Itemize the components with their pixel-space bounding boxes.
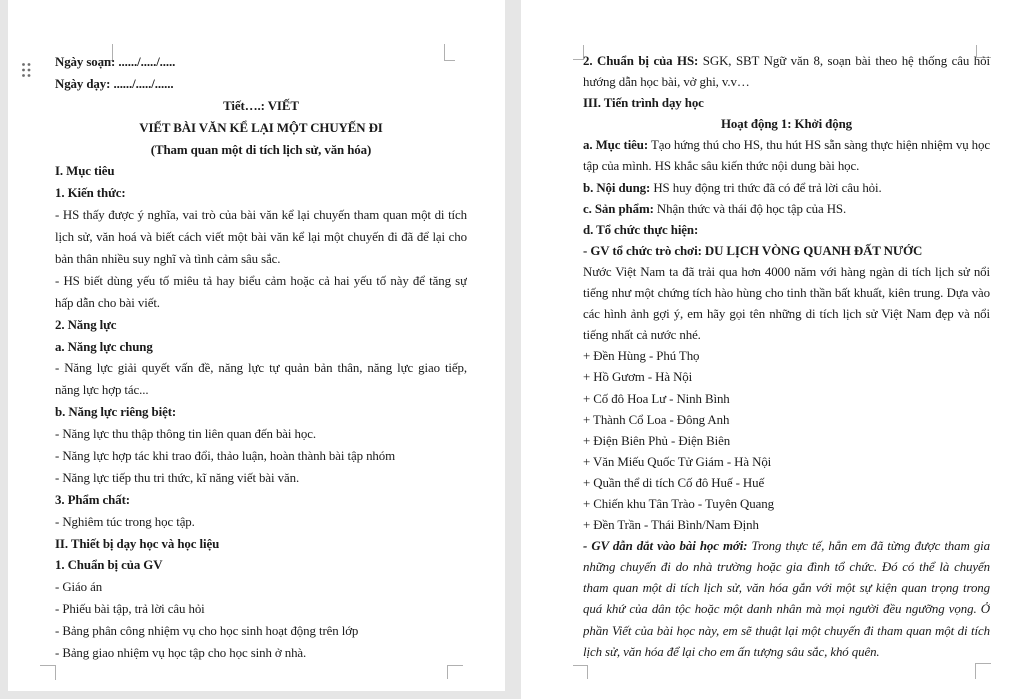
text-line: III. Tiến trình dạy học: [583, 96, 704, 111]
text-line: - HS biết dùng yếu tố miêu tả hay biểu cảm hoặc cả hai yếu tố này để tăng sự: [55, 273, 467, 288]
text-line: - Năng lực giải quyết vấn đề, năng lực tự quản bản thân, năng lực giao tiếp,: [55, 361, 467, 376]
text-line: - Bảng phân công nhiệm vụ cho học sinh hoạt động trên lớp: [55, 624, 359, 639]
text-line: + Chiến khu Tân Trào - Tuyên Quang: [583, 496, 774, 511]
text-line: + Đền Hùng - Phú Thọ: [583, 349, 700, 364]
text-line: - Giáo án: [55, 580, 103, 595]
text-line: - GV tổ chức trò chơi: DU LỊCH VÒNG QUANH ĐẤT NƯỚC: [583, 243, 923, 258]
text-line: bản thân nhiều suy nghĩ và tình cảm sâu sắc.: [55, 252, 281, 267]
text-line: + Hồ Gươm - Hà Nội: [583, 370, 693, 385]
text-line: những chuyến đi do nhà trường hoặc gia đình tổ chức. Đó có thể là chuyến: [583, 560, 990, 575]
text-line: II. Thiết bị dạy học và học liệu: [55, 536, 220, 551]
text-line: c. Sản phẩm: Nhận thức và thái độ học tập của HS.: [583, 201, 847, 216]
text-line: - Năng lực hợp tác khi trao đổi, thảo luận, hoàn thành bài tập nhóm: [55, 449, 396, 464]
text-line: tiếng nhất cả nước nhé.: [583, 328, 701, 343]
text-line: 2. Chuẩn bị của HS: SGK, SBT Ngữ văn 8, soạn bài theo hệ thống câu hỏi: [583, 54, 990, 68]
crop-mark-bottom-right: [975, 663, 991, 679]
text-line: - Năng lực tiếp thu tri thức, kĩ năng viết bài văn.: [55, 470, 300, 485]
text-line: - HS thấy được ý nghĩa, vai trò của bài văn kể lại chuyến tham quan một di tích: [55, 208, 467, 223]
text-line: 3. Phẩm chất:: [55, 492, 130, 507]
text-line: phần Viết của bài học này, em sẽ thuật lại một chuyến đi tham quan một di tích: [583, 623, 990, 638]
text-line: tập của mình. HS khắc sâu kiến thức nội dung bài học.: [583, 159, 860, 174]
crop-mark-bottom-left: [573, 665, 588, 679]
page-2-text-area[interactable]: [521, 0, 1030, 663]
text-line: a. Năng lực chung: [55, 339, 153, 354]
text-line: 1. Chuẩn bị của GV: [55, 558, 163, 573]
text-line: + Văn Miếu Quốc Tử Giám - Hà Nội: [583, 454, 772, 469]
text-line: - GV dẫn dắt vào bài học mới: Trong thực tế, hẳn em đã từng được tham gia: [583, 539, 990, 554]
text-line: lịch sử, văn hoá và biết cách viết một bài văn kể lại một chuyến đi đã để lại cho: [55, 230, 467, 245]
text-line: Hoạt động 1: Khởi động: [720, 117, 852, 132]
text-line: quá khứ của dân tộc hoặc một danh nhân mà mọi người đều ngưỡng vọng. Ở: [583, 602, 990, 617]
text-line: năng lực hợp tác...: [55, 383, 149, 398]
text-line: (Tham quan một di tích lịch sử, văn hóa): [150, 142, 372, 157]
crop-mark-bottom-left: [40, 665, 56, 680]
text-line: các hình ảnh gợi ý, em hãy gọi tên những di tích lịch sử Việt Nam đẹp và nổi: [583, 307, 990, 322]
drag-handle-icon[interactable]: [21, 62, 32, 78]
text-line: I. Mục tiêu: [55, 164, 115, 179]
text-line: tham quan một di tích lịch sử, văn hóa gắn với một sự kiện quan trọng trong: [583, 581, 990, 596]
text-line: tiếng như một chứng tích hào hùng cho tinh thần bất khuất, kiên trung. Dựa vào: [583, 286, 990, 301]
text-line: hấp dẫn cho bài viết.: [55, 295, 160, 310]
text-line: + Thành Cổ Loa - Đông Anh: [583, 412, 730, 427]
text-line: b. Năng lực riêng biệt:: [55, 405, 177, 420]
page-2: [521, 0, 1030, 699]
text-line: - Năng lực thu thập thông tin liên quan đến bài học.: [55, 427, 316, 442]
text-line: 2. Năng lực: [55, 317, 117, 332]
text-line: - Phiếu bài tập, trả lời câu hỏi: [55, 602, 205, 617]
text-line: a. Mục tiêu: Tạo hứng thú cho HS, thu hút HS sẵn sàng thực hiện nhiệm vụ học: [583, 138, 990, 153]
text-line: 1. Kiến thức:: [55, 186, 126, 201]
crop-mark-bottom-right: [447, 665, 463, 679]
text-line: b. Nội dung: HS huy động tri thức đã có để trả lời câu hỏi.: [583, 180, 882, 195]
text-line: + Cố đô Hoa Lư - Ninh Bình: [583, 391, 730, 406]
text-line: + Điện Biên Phủ - Điện Biên: [583, 433, 731, 448]
text-line: - Nghiêm túc trong học tập.: [55, 514, 195, 529]
text-line: - Bảng giao nhiệm vụ học tập cho học sinh ở nhà.: [55, 646, 307, 661]
text-line: + Đền Trần - Thái Bình/Nam Định: [583, 518, 759, 533]
page-1: [8, 0, 505, 691]
text-line: VIẾT BÀI VĂN KỂ LẠI MỘT CHUYẾN ĐI: [139, 120, 383, 135]
text-line: lịch sử, văn hóa để lại cho em ấn tượng sâu sắc, khó quên.: [583, 644, 880, 659]
text-line: Ngày soạn: ....../...../.....: [55, 55, 176, 69]
text-line: Ngày dạy: ....../...../......: [55, 76, 174, 91]
text-line: hướng dẫn học bài, vở ghi, v.v…: [583, 75, 750, 90]
text-line: Nước Việt Nam ta đã trải qua hơn 4000 năm với hàng ngàn di tích lịch sử nổi: [583, 264, 990, 279]
page-1-text-area[interactable]: [8, 0, 505, 665]
text-line: + Quần thể di tích Cố đô Huế - Huế: [583, 475, 765, 490]
text-line: Tiết….: VIẾT: [223, 98, 299, 113]
text-line: d. Tổ chức thực hiện:: [583, 222, 699, 237]
